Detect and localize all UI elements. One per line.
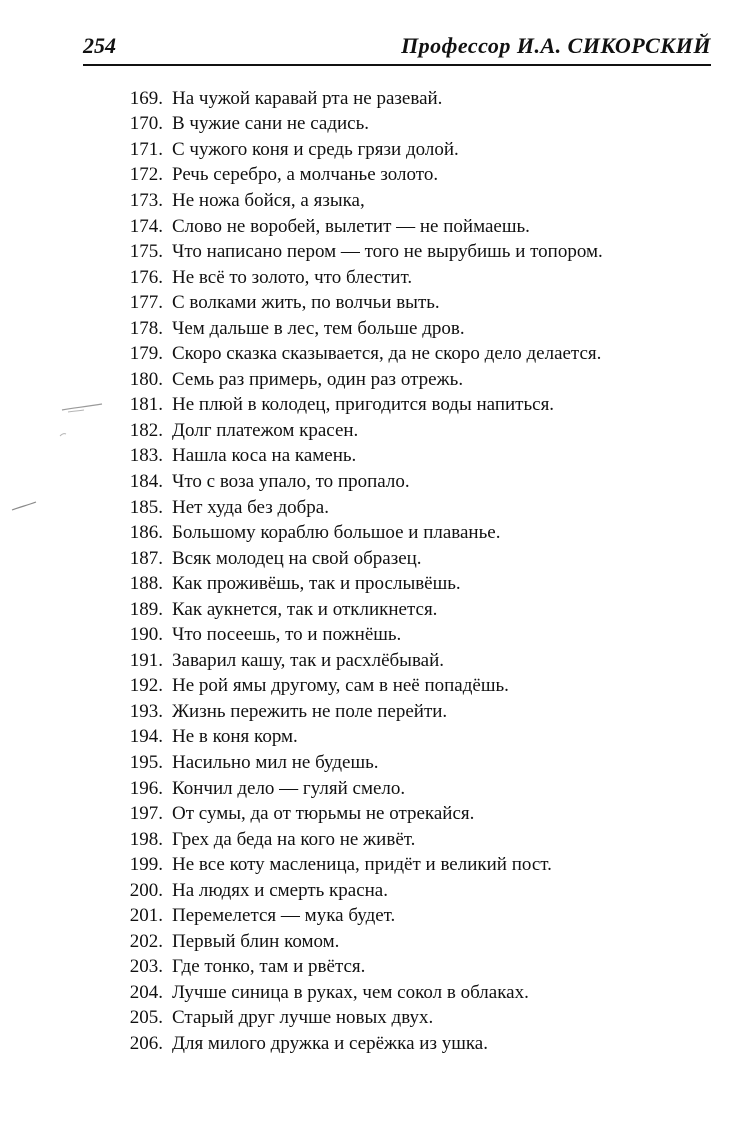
proverb-number: 197. bbox=[129, 803, 163, 825]
proverb-text: Что написано пером — того не вырубишь и топором. bbox=[172, 241, 603, 263]
proverb-text: На людях и смерть красна. bbox=[172, 879, 388, 901]
proverb-item bbox=[112, 393, 712, 419]
proverb-number: 178. bbox=[129, 317, 163, 339]
proverb-item bbox=[112, 878, 712, 904]
proverb-item bbox=[112, 955, 712, 981]
proverb-item bbox=[112, 622, 712, 648]
proverb-number: 202. bbox=[129, 930, 163, 952]
proverb-text: На чужой каравай рта не разевай. bbox=[172, 87, 443, 109]
proverb-item bbox=[112, 801, 712, 827]
proverb-number: 169. bbox=[129, 87, 163, 109]
proverb-number: 195. bbox=[129, 751, 163, 773]
proverb-text: Не все коту масленица, придёт и великий пост. bbox=[172, 854, 552, 876]
proverb-number: 186. bbox=[129, 522, 163, 544]
proverb-text: Чем дальше в лес, тем больше дров. bbox=[172, 317, 465, 339]
proverb-number: 201. bbox=[129, 905, 163, 927]
proverb-item bbox=[112, 418, 712, 444]
proverb-number: 188. bbox=[129, 573, 163, 595]
proverb-text: В чужие сани не садись. bbox=[172, 113, 370, 135]
proverb-item bbox=[112, 776, 712, 802]
proverb-item bbox=[112, 112, 712, 138]
proverb-number: 187. bbox=[129, 547, 163, 569]
proverb-text: Не рой ямы другому, сам в неё попадёшь. bbox=[172, 675, 509, 697]
proverb-number: 185. bbox=[129, 496, 163, 518]
proverb-item bbox=[112, 137, 712, 163]
proverb-item bbox=[112, 469, 712, 495]
proverb-text: Что с воза упало, то пропало. bbox=[172, 470, 410, 492]
proverb-number: 191. bbox=[129, 649, 163, 671]
proverb-item bbox=[112, 597, 712, 623]
proverb-number: 190. bbox=[129, 624, 163, 646]
proverb-number: 199. bbox=[129, 854, 163, 876]
proverb-text: Всяк молодец на свой образец. bbox=[172, 547, 422, 569]
proverb-item bbox=[112, 444, 712, 470]
proverb-number: 170. bbox=[129, 113, 163, 135]
proverb-item bbox=[112, 904, 712, 930]
proverb-number: 174. bbox=[129, 215, 163, 237]
proverb-number: 189. bbox=[129, 598, 163, 620]
proverb-item bbox=[112, 188, 712, 214]
proverb-text: Слово не воробей, вылетит — не поймаешь. bbox=[172, 215, 530, 237]
margin-pencil-mark-icon bbox=[10, 496, 40, 516]
proverb-number: 206. bbox=[129, 1033, 163, 1054]
proverb-item bbox=[112, 1031, 712, 1057]
proverb-text: Для милого дружка и серёжка из ушка. bbox=[172, 1033, 488, 1054]
proverb-number: 176. bbox=[129, 266, 163, 288]
margin-pencil-mark-icon bbox=[58, 398, 118, 448]
proverb-item bbox=[112, 750, 712, 776]
page-header bbox=[83, 32, 711, 66]
proverb-text: Не ножа бойся, а языка, bbox=[172, 189, 365, 211]
proverb-number: 173. bbox=[129, 189, 163, 211]
proverb-text: Нашла коса на камень. bbox=[172, 445, 357, 467]
proverb-text: Заварил кашу, так и расхлёбывай. bbox=[172, 649, 445, 671]
proverb-item bbox=[112, 852, 712, 878]
page-number: 254 bbox=[83, 33, 116, 58]
proverb-text: Перемелется — мука будет. bbox=[172, 905, 396, 927]
proverb-item bbox=[112, 725, 712, 751]
proverb-item bbox=[112, 367, 712, 393]
proverb-number: 179. bbox=[129, 343, 163, 365]
proverb-text: Семь раз примерь, один раз отрежь. bbox=[172, 368, 464, 390]
proverb-text: Старый друг лучше новых двух. bbox=[172, 1007, 434, 1029]
proverb-text: Не всё то золото, что блестит. bbox=[172, 266, 413, 288]
proverb-number: 204. bbox=[129, 981, 163, 1003]
proverb-item bbox=[112, 827, 712, 853]
proverb-item bbox=[112, 86, 712, 112]
proverb-text: Где тонко, там и рвётся. bbox=[172, 956, 366, 978]
proverb-number: 171. bbox=[129, 138, 163, 160]
proverb-number: 182. bbox=[129, 419, 163, 441]
proverb-number: 200. bbox=[129, 879, 163, 901]
proverb-text: От сумы, да от тюрьмы не отрекайся. bbox=[172, 803, 475, 825]
proverb-text: Жизнь пережить не поле перейти. bbox=[172, 700, 448, 722]
proverb-item bbox=[112, 265, 712, 291]
proverb-text: Первый блин комом. bbox=[172, 930, 340, 952]
proverb-text: Долг платежом красен. bbox=[172, 419, 359, 441]
proverb-number: 172. bbox=[129, 164, 163, 186]
proverb-number: 198. bbox=[129, 828, 163, 850]
proverb-number: 205. bbox=[129, 1007, 163, 1029]
proverb-number: 192. bbox=[129, 675, 163, 697]
proverb-item bbox=[112, 214, 712, 240]
proverb-number: 177. bbox=[129, 292, 163, 314]
proverb-item bbox=[112, 546, 712, 572]
proverb-text: Скоро сказка сказывается, да не скоро дело делается. bbox=[172, 343, 602, 365]
proverb-item bbox=[112, 674, 712, 700]
proverb-text: С чужого коня и средь грязи долой. bbox=[172, 138, 459, 160]
proverb-item bbox=[112, 316, 712, 342]
proverb-item bbox=[112, 699, 712, 725]
proverb-item bbox=[112, 341, 712, 367]
proverb-item bbox=[112, 239, 712, 265]
proverb-list bbox=[112, 86, 712, 1057]
proverb-text: Нет худа без добра. bbox=[172, 496, 329, 518]
proverb-item bbox=[112, 1006, 712, 1032]
proverb-number: 203. bbox=[129, 956, 163, 978]
proverb-number: 180. bbox=[129, 368, 163, 390]
proverb-item bbox=[112, 495, 712, 521]
proverb-item bbox=[112, 520, 712, 546]
proverb-number: 193. bbox=[129, 700, 163, 722]
proverb-text: Как аукнется, так и откликнется. bbox=[172, 598, 438, 620]
proverb-number: 184. bbox=[129, 470, 163, 492]
proverb-text: Лучше синица в руках, чем сокол в облаках. bbox=[172, 981, 529, 1003]
proverb-item bbox=[112, 571, 712, 597]
proverb-text: Как проживёшь, так и прослывёшь. bbox=[172, 573, 461, 595]
running-head: Профессор И.А. СИКОРСКИЙ bbox=[401, 33, 711, 58]
proverb-item bbox=[112, 163, 712, 189]
proverb-number: 183. bbox=[129, 445, 163, 467]
proverb-item bbox=[112, 290, 712, 316]
proverb-number: 175. bbox=[129, 241, 163, 263]
proverb-item bbox=[112, 980, 712, 1006]
proverb-text: Речь серебро, а молчанье золото. bbox=[172, 164, 439, 186]
proverb-number: 181. bbox=[129, 394, 163, 416]
proverb-text: Не плюй в колодец, пригодится воды напиться. bbox=[172, 394, 555, 416]
proverb-text: Не в коня корм. bbox=[172, 726, 298, 748]
proverb-text: Большому кораблю большое и плаванье. bbox=[172, 522, 501, 544]
proverb-text: Кончил дело — гуляй смело. bbox=[172, 777, 406, 799]
proverb-item bbox=[112, 929, 712, 955]
proverb-text: Что посеешь, то и пожнёшь. bbox=[172, 624, 402, 646]
proverb-number: 196. bbox=[129, 777, 163, 799]
proverb-text: С волками жить, по волчьи выть. bbox=[172, 292, 440, 314]
proverb-text: Грех да беда на кого не живёт. bbox=[172, 828, 416, 850]
proverb-item bbox=[112, 648, 712, 674]
proverb-text: Насильно мил не будешь. bbox=[172, 751, 379, 773]
proverb-number: 194. bbox=[129, 726, 163, 748]
